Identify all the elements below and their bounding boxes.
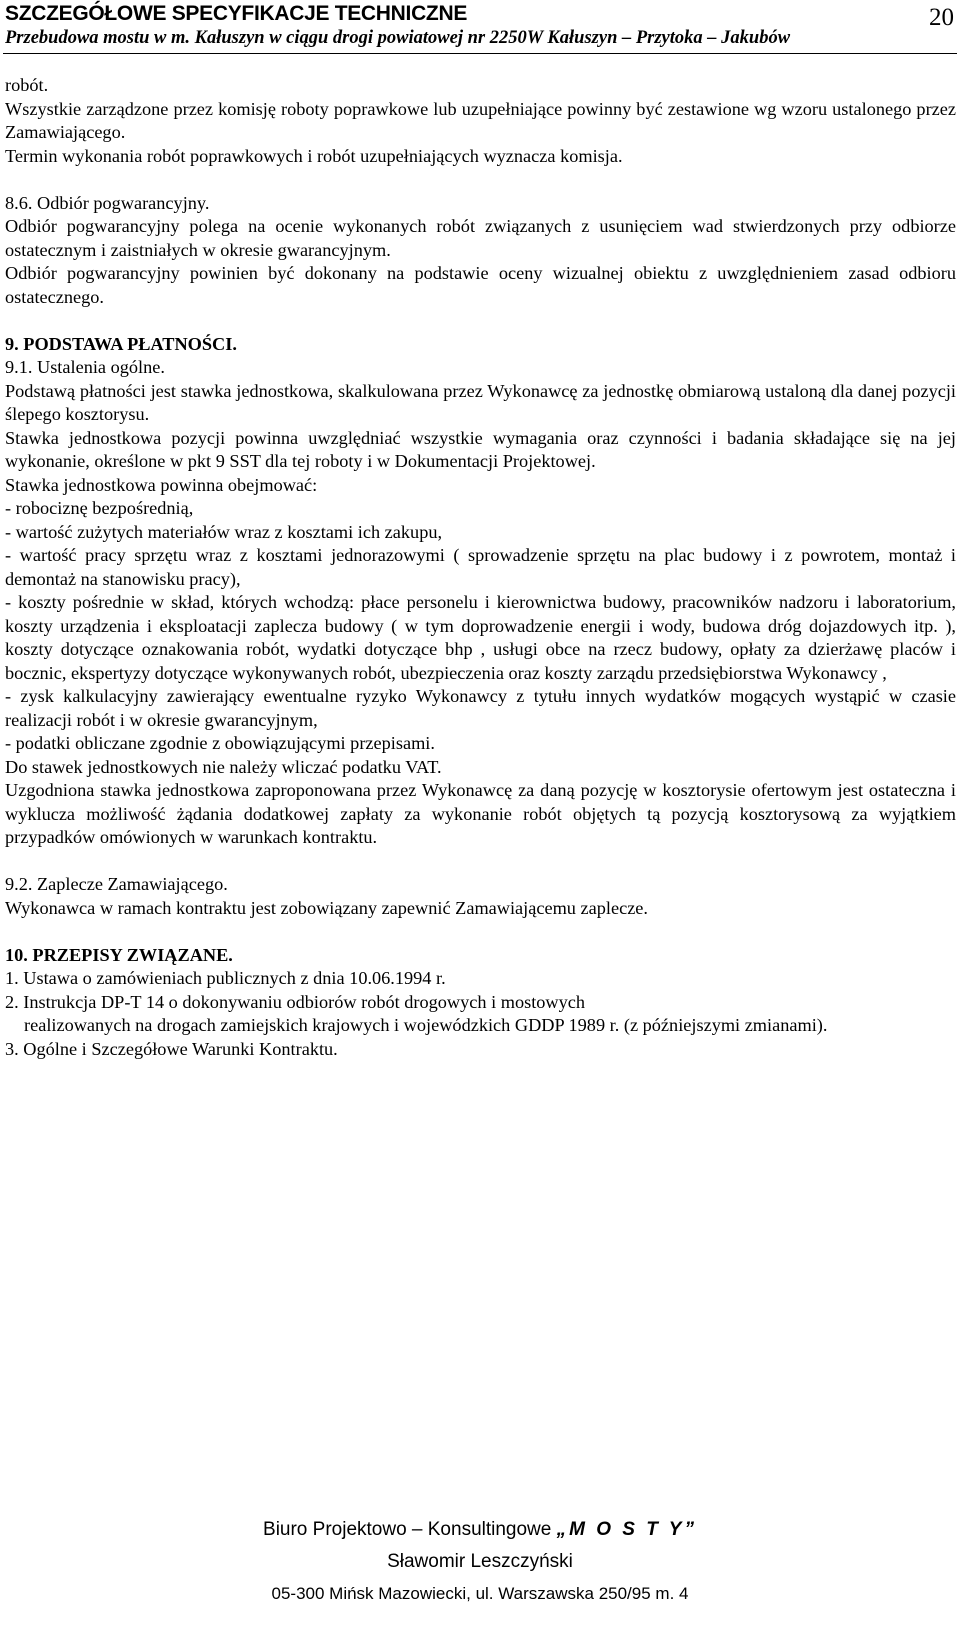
footer-address: 05-300 Mińsk Mazowiecki, ul. Warszawska 250/95 m. 4 xyxy=(271,1584,689,1603)
list-item: - podatki obliczane zgodnie z obowiązującymi przepisami. xyxy=(5,733,435,753)
header-divider xyxy=(3,53,957,54)
spacer xyxy=(5,309,956,333)
list-item: - robociznę bezpośrednią, xyxy=(5,498,194,518)
section-heading-10: 10. PRZEPISY ZWIĄZANE. xyxy=(5,944,233,965)
paragraph: Wykonawca w ramach kontraktu jest zobowiązany zapewnić Zamawiającemu zaplecze. xyxy=(5,897,648,918)
footer-person: Sławomir Leszczyński xyxy=(387,1551,573,1572)
footer-office-name: Biuro Projektowo – Konsultingowe xyxy=(263,1519,552,1540)
section-heading-9-2: 9.2. Zaplecze Zamawiającego. xyxy=(5,874,228,894)
header-subtitle: Przebudowa mostu w m. Kałuszyn w ciągu drogi powiatowej nr 2250W Kałuszyn – Przytoka – Jakubów xyxy=(5,28,791,48)
document-body xyxy=(5,74,956,1061)
spacer xyxy=(5,168,956,192)
paragraph: Odbiór pogwarancyjny polega na ocenie wykonanych robót związanych z usunięciem wad stwierdzonych przy odbiorze ostatecznym i zaistniałych w okresie gwarancyjnym. xyxy=(5,216,956,260)
paragraph: Podstawą płatności jest stawka jednostkowa, skalkulowana przez Wykonawcę za jednostkę obmiarową ustaloną dla danej pozycji ślepego kosztorysu. xyxy=(5,380,956,424)
list-item: - koszty pośrednie w skład, których wchodzą: płace personelu i kierownictwa budowy, pracowników nadzoru i laboratorium, koszty urządzenia i eksploatacji zaplecza budowy ( w tym doprowadzenie energii i wody, budowa dróg dojazdowych itp. ), koszty dotyczące oznakowania robót, wydatki dotyczące bhp , usługi obce na rzecz budowy, opłaty za dzierżawę placów i bocznic, ekspertyzy dotyczące wykonywanych robót, ubezpieczenia oraz koszty zarządu przedsiębiorstwa Wykonawcy , xyxy=(5,592,956,683)
page-number: 20 xyxy=(929,4,954,31)
section-heading-9-1: 9.1. Ustalenia ogólne. xyxy=(5,357,165,377)
list-item: - wartość pracy sprzętu wraz z kosztami jednorazowymi ( sprowadzenie sprzętu na plac budowy i z powrotem, montaż i demontaż na stanowisku pracy), xyxy=(5,545,956,589)
spacer xyxy=(5,920,956,944)
paragraph: Uzgodniona stawka jednostkowa zaproponowana przez Wykonawcę za daną pozycję w kosztorysie ofertowym jest ostateczna i wyklucza możliwość żądania dodatkowej zapłaty za wykonanie robót objętych tą pozycją kosztorysową za wyjątkiem przypadków omówionych w warunkach kontraktu. xyxy=(5,780,956,847)
paragraph: Stawka jednostkowa powinna obejmować: xyxy=(5,474,318,495)
footer-office xyxy=(0,1519,960,1541)
reference-item: 3. Ogólne i Szczegółowe Warunki Kontraktu. xyxy=(5,1038,338,1059)
list-item: - zysk kalkulacyjny zawierający ewentualne ryzyko Wykonawcy z tytułu innych wydatków mogących wystąpić w czasie realizacji robót i w okresie gwarancyjnym, xyxy=(5,686,956,730)
paragraph: Do stawek jednostkowych nie należy wliczać podatku VAT. xyxy=(5,756,442,777)
footer-brand: „M O S T Y” xyxy=(556,1519,697,1540)
section-heading-9: 9. PODSTAWA PŁATNOŚCI. xyxy=(5,333,237,354)
paragraph: Odbiór pogwarancyjny powinien być dokonany na podstawie oceny wizualnej obiektu z uwzględnieniem zasad odbioru ostatecznego. xyxy=(5,263,956,307)
section-heading-8-6: 8.6. Odbiór pogwarancyjny. xyxy=(5,192,210,213)
reference-item-continuation: realizowanych na drogach zamiejskich krajowych i wojewódzkich GDDP 1989 r. (z późniejszymi zmianami). xyxy=(24,1015,828,1035)
header-title: SZCZEGÓŁOWE SPECYFIKACJE TECHNICZNE xyxy=(5,2,468,25)
reference-item: 2. Instrukcja DP-T 14 o dokonywaniu odbiorów robót drogowych i mostowych xyxy=(5,991,586,1012)
paragraph: Termin wykonania robót poprawkowych i robót uzupełniających wyznacza komisja. xyxy=(5,145,623,166)
list-item: - wartość zużytych materiałów wraz z kosztami ich zakupu, xyxy=(5,521,443,542)
spacer xyxy=(5,850,956,874)
reference-item: 1. Ustawa o zamówieniach publicznych z dnia 10.06.1994 r. xyxy=(5,968,446,988)
paragraph: Wszystkie zarządzone przez komisję roboty poprawkowe lub uzupełniające powinny być zestawione wg wzoru ustalonego przez Zamawiającego. xyxy=(5,98,956,142)
paragraph: Stawka jednostkowa pozycji powinna uwzględniać wszystkie wymagania oraz czynności i badania składające się na jej wykonanie, określone w pkt 9 SST dla tej roboty i w Dokumentacji Projektowej. xyxy=(5,427,956,471)
paragraph: robót. xyxy=(5,75,49,95)
